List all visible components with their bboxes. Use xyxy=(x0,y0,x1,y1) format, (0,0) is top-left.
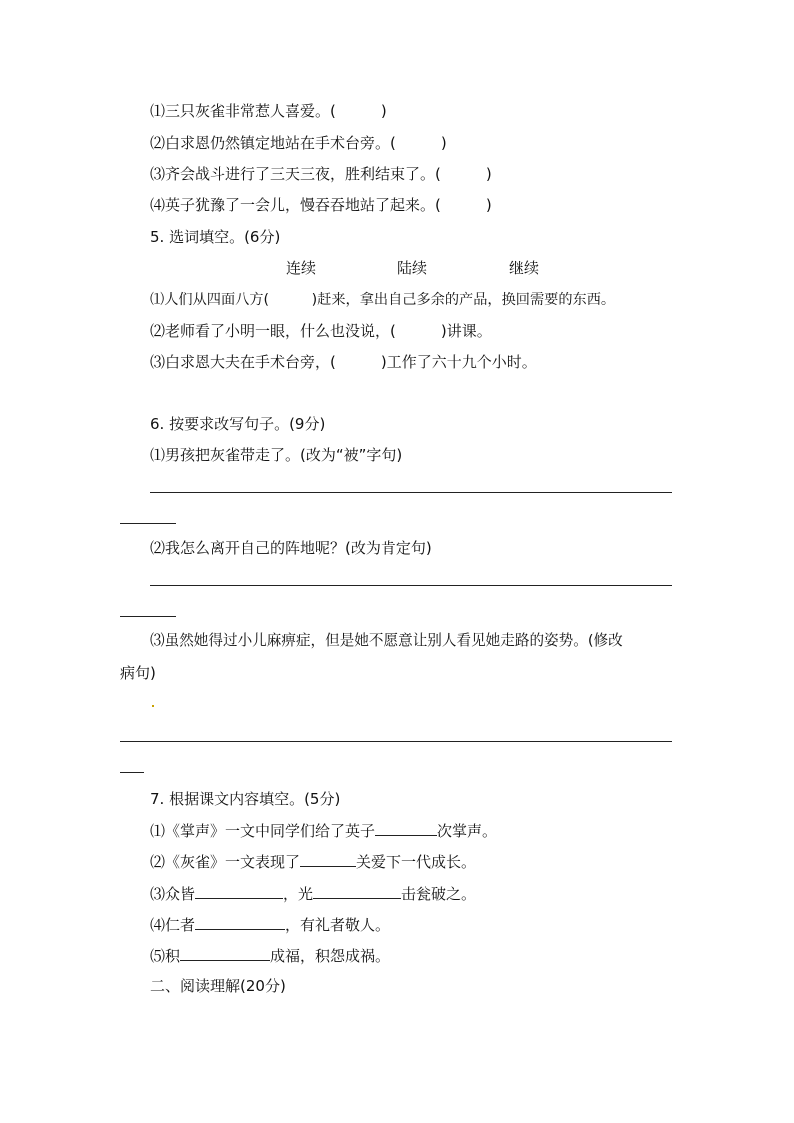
q5-item-3: ⑶白求恩大夫在手术台旁，( )工作了六十九个小时。 xyxy=(150,353,537,371)
q6-item-2: ⑵我怎么离开自己的阵地呢？(改为肯定句) xyxy=(150,539,432,557)
q7-item-3-text-b: ，光 xyxy=(283,885,314,903)
q5-word-1: 连续 xyxy=(286,259,317,277)
q5-word-2: 陆续 xyxy=(397,259,428,277)
q7-item-1-text-a: ⑴《掌声》一文中同学们给了英子 xyxy=(150,822,376,840)
q7-item-3 xyxy=(150,884,476,903)
q4-item-1: ⑴三只灰雀非常惹人喜爱。( ) xyxy=(150,102,387,120)
q7-item-1-text-b: 次掌声。 xyxy=(437,822,498,840)
q4-item-4: ⑷英子犹豫了一会儿，慢吞吞地站了起来。( ) xyxy=(150,196,492,214)
q7-item-2-text-a: ⑵《灰雀》一文表现了 xyxy=(150,853,301,871)
q6-item-1: ⑴男孩把灰雀带走了。(改为“被”字句) xyxy=(150,446,403,464)
q7-item-4-text-b: ，有礼者敬人。 xyxy=(285,916,391,934)
q7-item-4-text-a: ⑷仁者 xyxy=(150,916,196,934)
fill-blank[interactable] xyxy=(313,884,401,899)
q7-item-2-text-b: 关爱下一代成长。 xyxy=(356,853,477,871)
answer-line xyxy=(120,741,672,742)
q7-item-2 xyxy=(150,852,476,871)
answer-line xyxy=(150,492,672,493)
q5-item-2: ⑵老师看了小明一眼，什么也没说，( )讲课。 xyxy=(150,322,492,340)
q7-item-4 xyxy=(150,915,390,934)
q5-item-1: ⑴人们从四面八方( )赶来，拿出自己多余的产品，换回需要的东西。 xyxy=(150,292,616,308)
q7-item-3-text-a: ⑶众皆 xyxy=(150,885,196,903)
q7-title: 7. 根据课文内容填空。(5分) xyxy=(150,790,341,808)
q5-title: 5. 选词填空。(6分) xyxy=(150,228,281,246)
fill-blank[interactable] xyxy=(375,821,437,836)
answer-line-continuation xyxy=(120,616,176,617)
answer-line-continuation xyxy=(120,523,176,524)
q7-item-5 xyxy=(150,946,390,965)
q7-item-5-text-a: ⑸积 xyxy=(150,947,181,965)
q7-item-5-text-b: 成福，积怨成祸。 xyxy=(270,947,391,965)
stray-mark xyxy=(152,705,154,707)
fill-blank[interactable] xyxy=(195,915,285,930)
answer-line-continuation xyxy=(120,772,144,773)
answer-line xyxy=(150,585,672,586)
fill-blank[interactable] xyxy=(180,946,270,961)
q6-item-3-line-1: ⑶虽然她得过小儿麻痹症，但是她不愿意让别人看见她走路的姿势。(修改 xyxy=(150,632,623,649)
fill-blank[interactable] xyxy=(195,884,283,899)
q4-item-3: ⑶齐会战斗进行了三天三夜，胜利结束了。( ) xyxy=(150,165,492,183)
section-2-title: 二、阅读理解(20分) xyxy=(150,977,286,995)
q6-title: 6. 按要求改写句子。(9分) xyxy=(150,415,326,433)
q7-item-1 xyxy=(150,821,497,840)
fill-blank[interactable] xyxy=(300,852,356,867)
q4-item-2: ⑵白求恩仍然镇定地站在手术台旁。( ) xyxy=(150,134,447,152)
q5-word-3: 继续 xyxy=(509,259,540,277)
q6-item-3-line-2: 病句) xyxy=(120,664,156,682)
q7-item-3-text-c: 击瓮破之。 xyxy=(401,885,477,903)
